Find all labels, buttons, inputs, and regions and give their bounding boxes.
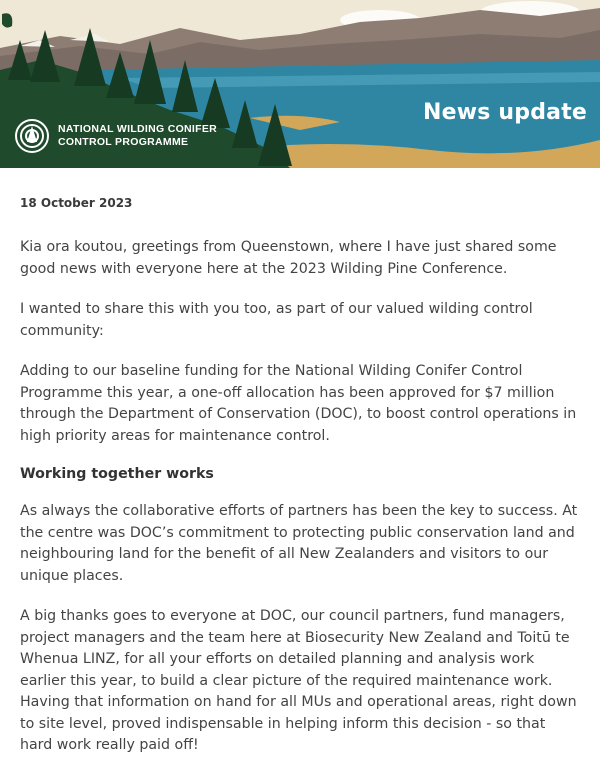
paragraph-collaboration: As always the collaborative efforts of partners has been the key to success. At the centre was DOC’s commitment to protecting public conservation land and neighbouring land for the benefit of all New Zealanders and visitors to our unique places.	[20, 503, 578, 584]
org-name	[58, 123, 217, 149]
paragraph-thanks: A big thanks goes to everyone at DOC, our council partners, fund managers, project managers and the team here at Biosecurity New Zealand and Toitū te Whenua LINZ, for all your efforts on detailed planning and analysis work earlier this year, to build a clear picture of the required maintenance work. Having that information on hand for all MUs and operational areas, right down to site level, proved indispensable in helping inform this decision - so that hard work really paid off!	[20, 608, 577, 753]
org-name-line1: NATIONAL WILDING CONIFER	[58, 123, 218, 135]
banner-title: News update	[423, 100, 588, 125]
paragraph-share: I wanted to share this with you too, as part of our valued wilding control community:	[20, 301, 533, 339]
paragraph-funding: Adding to our baseline funding for the National Wilding Conifer Control Programme this year, a one-off allocation has been approved for $7 million through the Department of Conservation (DOC), to boost control operations in high priority areas for maintenance control.	[20, 363, 577, 444]
org-name-line2: CONTROL PROGRAMME	[58, 136, 189, 148]
paragraph-greeting: Kia ora koutou, greetings from Queenstown, where I have just shared some good news with everyone here at the 2023 Wilding Pine Conference.	[20, 239, 557, 277]
logo-rings-icon	[14, 118, 50, 154]
header-banner	[0, 0, 600, 168]
article-date: 18 October 2023	[20, 196, 133, 210]
section-heading: Working together works	[20, 466, 214, 482]
org-logo	[14, 118, 217, 154]
article-body	[0, 196, 600, 757]
